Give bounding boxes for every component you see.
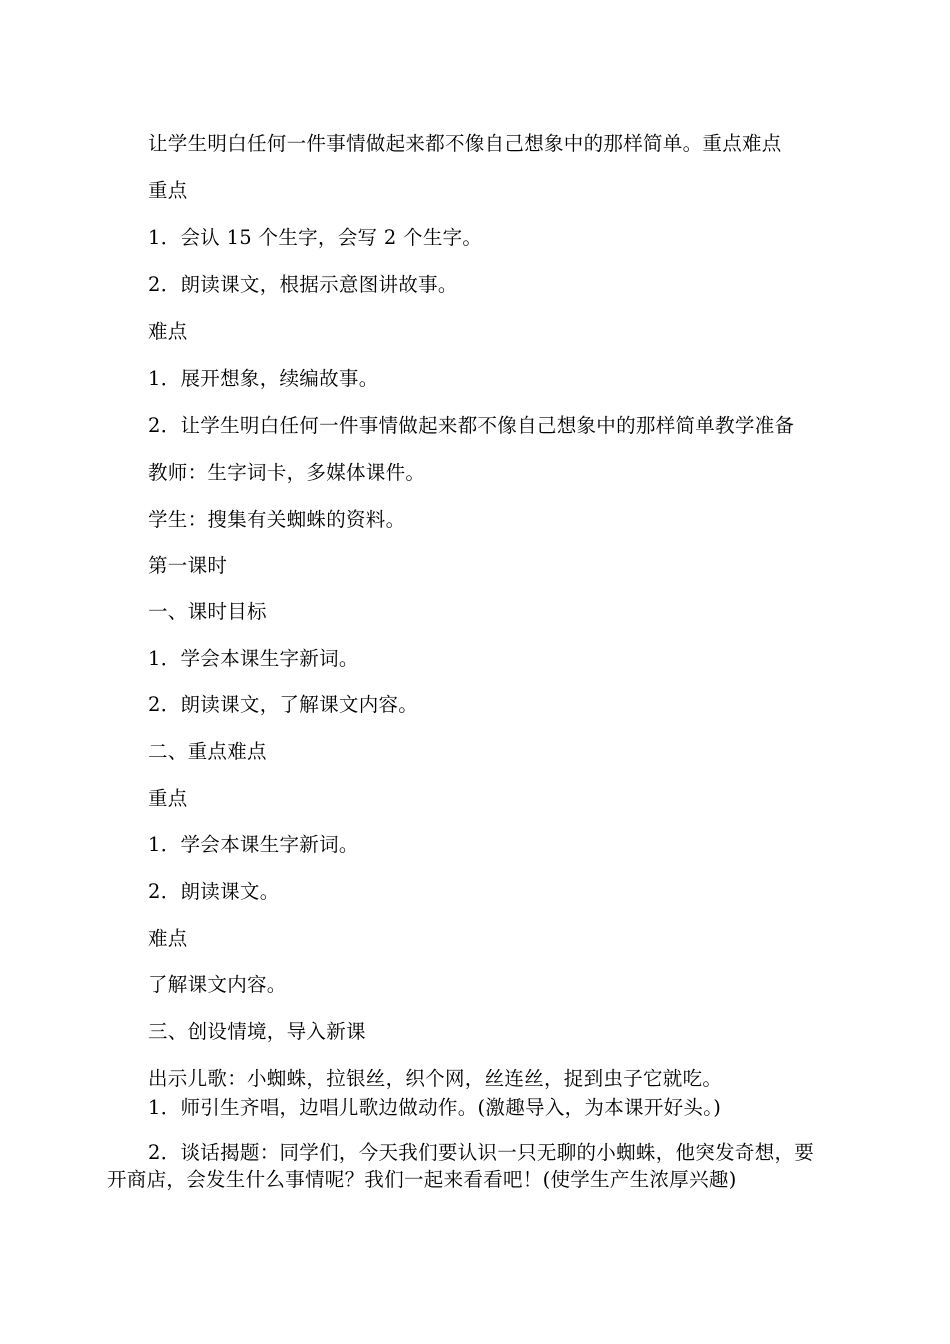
paragraph-nursery-rhyme: 出示儿歌：小蜘蛛，拉银丝，织个网，丝连丝，捉到虫子它就吃。 bbox=[148, 1067, 723, 1090]
heading-first-lesson: 第一课时 bbox=[148, 554, 228, 577]
heading-key-points: 重点 bbox=[148, 179, 188, 202]
heading-difficulties: 难点 bbox=[148, 927, 188, 950]
list-item: 1．会认 15 个生字，会写 2 个生字。 bbox=[148, 226, 483, 249]
paragraph-continuation: 开商店，会发生什么事情呢？我们一起来看看吧！(使学生产生浓厚兴趣) bbox=[107, 1168, 737, 1191]
heading-lesson-objectives: 一、课时目标 bbox=[148, 600, 267, 623]
paragraph-teacher-prep: 教师：生字词卡，多媒体课件。 bbox=[148, 461, 426, 484]
list-item: 2．朗读课文。 bbox=[148, 880, 280, 903]
list-item: 2．让学生明白任何一件事情做起来都不像自己想象中的那样简单教学准备 bbox=[148, 414, 795, 437]
list-item: 1．展开想象，续编故事。 bbox=[148, 367, 379, 390]
list-item: 2．朗读课文，根据示意图讲故事。 bbox=[148, 273, 458, 296]
heading-create-scenario: 三、创设情境，导入新课 bbox=[148, 1020, 366, 1043]
list-item: 1．学会本课生字新词。 bbox=[148, 647, 359, 670]
paragraph-student-prep: 学生：搜集有关蜘蛛的资料。 bbox=[148, 508, 406, 531]
heading-difficulties: 难点 bbox=[148, 320, 188, 343]
paragraph: 了解课文内容。 bbox=[148, 973, 287, 996]
heading-key-difficulties: 二、重点难点 bbox=[148, 740, 267, 763]
list-item: 1．学会本课生字新词。 bbox=[148, 833, 359, 856]
heading-key-points: 重点 bbox=[148, 787, 188, 810]
paragraph-goal-summary: 让学生明白任何一件事情做起来都不像自己想象中的那样简单。重点难点 bbox=[148, 132, 782, 155]
list-item: 1．师引生齐唱，边唱儿歌边做动作。(激趣导入，为本课开好头。) bbox=[148, 1096, 722, 1119]
list-item: 2．谈话揭题：同学们，今天我们要认识一只无聊的小蜘蛛，他突发奇想，要 bbox=[148, 1141, 815, 1164]
list-item: 2．朗读课文，了解课文内容。 bbox=[148, 693, 419, 716]
